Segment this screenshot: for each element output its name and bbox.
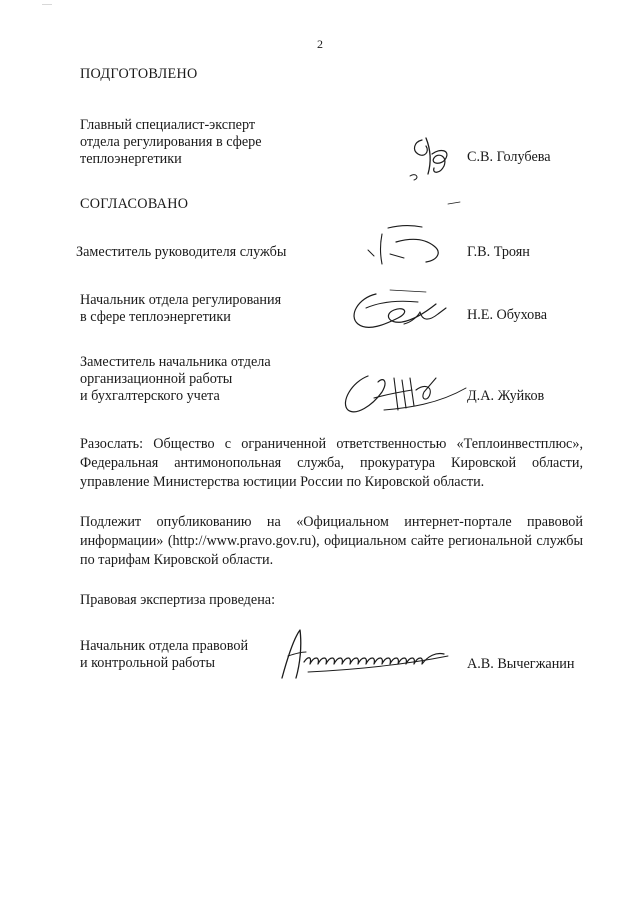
scan-artifact bbox=[42, 0, 52, 5]
signature-troyan bbox=[360, 198, 470, 276]
agreed-role-obukhova: Начальник отдела регулирования в сфере теплоэнергетики bbox=[80, 292, 282, 325]
signature-zhuikov bbox=[338, 368, 472, 418]
agreed-role-zhuikov: Заместитель начальника отдела организационной работы и бухгалтерского учета bbox=[80, 354, 271, 404]
agreed-heading: СОГЛАСОВАНО bbox=[80, 196, 189, 212]
signature-obukhova bbox=[346, 284, 450, 338]
agreed-person-troyan: Г.В. Троян bbox=[467, 244, 530, 260]
distribution-paragraph: Разослать: Общество с ограниченной ответственностью «Теплоинвестплюс», Федеральная антимонопольная служба, прокуратура Кировской области, управление Министерства юстиции России по Кировской области. bbox=[80, 436, 583, 490]
agreed-person-zhuikov: Д.А. Жуйков bbox=[467, 388, 545, 404]
agreed-person-obukhova: Н.Е. Обухова bbox=[467, 307, 548, 323]
signature-vychegzhanin bbox=[278, 626, 458, 684]
prepared-heading: ПОДГОТОВЛЕНО bbox=[80, 66, 198, 82]
legal-person: А.В. Вычегжанин bbox=[467, 656, 575, 672]
prepared-role: Главный специалист-эксперт отдела регулирования в сфере теплоэнергетики bbox=[80, 117, 262, 167]
prepared-person: С.В. Голубева bbox=[467, 149, 551, 165]
publication-paragraph: Подлежит опубликованию на «Официальном интернет-портале правовой информации» (http://www.pravo.gov.ru), официальном сайте региональной службы по тарифам Кировской области. bbox=[80, 514, 583, 568]
page-number: 2 bbox=[317, 37, 323, 51]
signature-golubeva bbox=[404, 134, 460, 184]
legal-role: Начальник отдела правовой и контрольной работы bbox=[80, 638, 249, 671]
agreed-role-troyan: Заместитель руководителя службы bbox=[76, 244, 287, 260]
legal-heading: Правовая экспертиза проведена: bbox=[80, 592, 276, 608]
